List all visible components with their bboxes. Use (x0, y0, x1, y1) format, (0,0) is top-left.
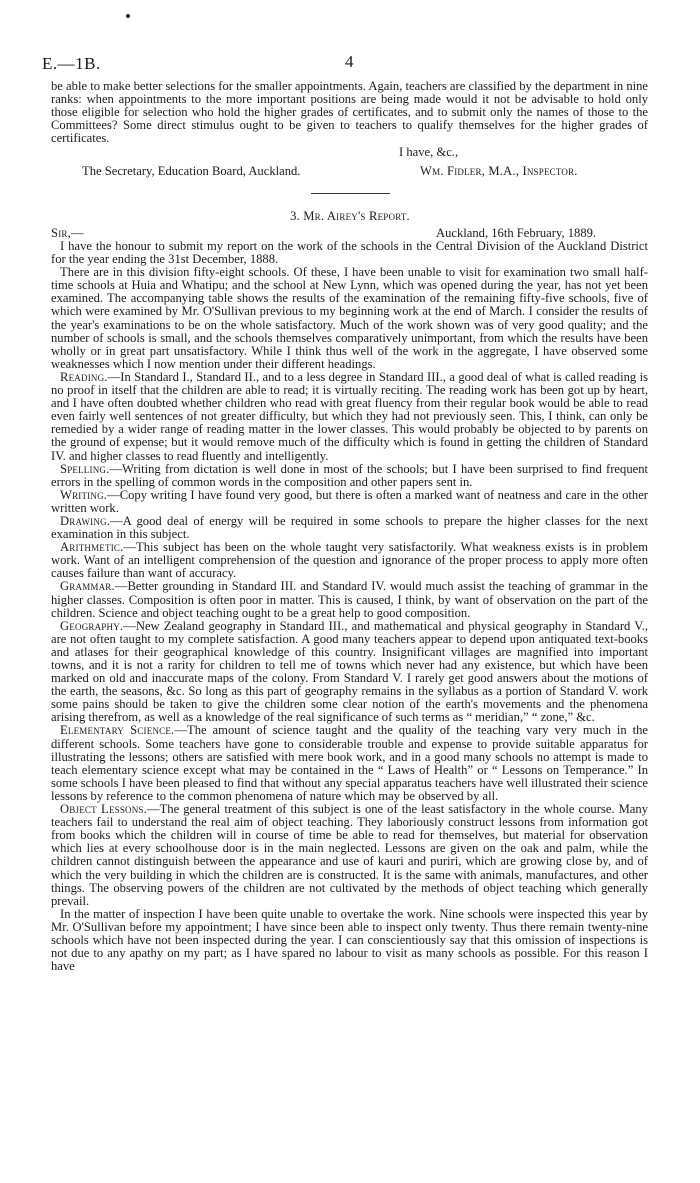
heading-drawing: Drawing. (60, 513, 111, 528)
section-divider (311, 193, 390, 194)
report-paragraph-reading: Reading.—In Standard I., Standard II., and to a less degree in Standard III., a good deal of what is called reading is no proof in itself that the children are able to read; it is virtually reciting. The reading work has been got up by heart, and I have often doubted whether children who read with great fluency from their regular book would be able to read even fairly well sentences of not greater difficulty, but which they had not previously seen. This, I think, can only be remedied by a wider range of reading matter in the lower classes. This would probably be objected to by parents on the ground of expense; but it would remove much of the difficulty which is found in getting the children of Standard IV. and higher classes to read fluently and intelligently. (51, 369, 648, 463)
page-number: 4 (345, 52, 354, 71)
report-paragraph-grammar: Grammar.—Better grounding in Standard III. and Standard IV. would much assist the teaching of grammar in the higher classes. Composition is often poor in matter. This is caused, I think, by want of observation on the part of the children. Science and object teaching ought to be a great help to good composition. (51, 579, 648, 620)
heading-spelling: Spelling. (60, 461, 110, 476)
report-paragraph-arithmetic: Arithmetic.—This subject has been on the whole taught very satisfactorily. What weakness exists is in problem work. Want of an intelligent comprehension of the question and ignorance of the proper process to apply more often causes failure than want of accuracy. (51, 540, 648, 581)
heading-arithmetic: Arithmetic. (60, 540, 124, 555)
heading-writing: Writing. (60, 487, 108, 502)
heading-geography: Geography. (60, 618, 124, 633)
report-salutation: Sir,— (51, 226, 84, 240)
opening-paragraph (51, 80, 648, 145)
report-paragraph-drawing: Drawing.—A good deal of energy will be required in some schools to prepare the higher classes for the next examination in this subject. (51, 513, 648, 542)
printer-dot (126, 14, 130, 18)
report-title: 3. Mr. Airey's Report. (290, 209, 410, 223)
heading-grammar: Grammar. (60, 579, 115, 594)
report-paragraph-intro: I have the honour to submit my report on the work of the schools in the Central Division of the Auckland District for the year ending the 31st December, 1888. (51, 239, 648, 267)
heading-object-lessons: Object Lessons. (60, 802, 148, 817)
report-paragraph-object-lessons: Object Lessons.—The general treatment of this subject is one of the least satisfactory in the whole course. Many teachers fail to understand the real aim of object teaching. They laboriously construct lessons from information got from books which the children will in course of time be able to read for themselves, but material for observation which lies at every schoolhouse door is in the main neglected. Lessons are given on the oak and palm, while the children cannot distinguish between the appearance and use of kauri and puriri, which are growing close by, and of which the very building in which the children are is constructed. It is the same with animals, manufactures, and other things. The observing powers of the children are not cultivated by the methods of object teaching which generally prevail. (51, 802, 648, 908)
closing-recipient: The Secretary, Education Board, Auckland. (82, 164, 301, 178)
document-reference: E.—1B. (42, 54, 101, 73)
report-paragraph-spelling: Spelling.—Writing from dictation is well done in most of the schools; but I have been surprised to find frequent errors in the spelling of common words in the composition and other papers sent in. (51, 461, 648, 489)
report-body (51, 240, 648, 973)
closing-signature: Wm. Fidler, M.A., Inspector. (420, 164, 578, 178)
opening-paragraph-text: be able to make better selections for the smaller appointments. Again, teachers are classified by the department in nine ranks: when appointments to the more important positions are being made would it not be advisable to hold only those eligible for selection who hold the higher grades of certificates, and to submit only the names of those to the Committees? Some direct stimulus ought to be given to teachers to qualify themselves for the higher grades of certificates. (51, 79, 648, 146)
heading-reading: Reading. (60, 369, 108, 384)
report-paragraph-schools: There are in this division fifty-eight schools. Of these, I have been unable to visit for examination two small half-time schools at Huia and Whatipu; and the school at New Lynn, which was opened during the year, has not yet been examined. The accompanying table shows the results of the examination of the remaining fifty-five schools, five of which were examined by Mr. O'Sullivan previous to my beginning work at the end of March. I consider the results of the year's examinations to be on the whole satisfactory. Much of the work shown was of very good quality; and the number of schools is small, and the schools themselves comparatively unimportant, from which the results have been wholly or in great part unsatisfactory. While I think thus well of the work in the aggregate, I have observed some weaknesses which I now mention under their different headings. (51, 265, 648, 371)
report-date: Auckland, 16th February, 1889. (436, 226, 597, 240)
closing-have: I have, &c., (399, 145, 459, 159)
report-paragraph-geography: Geography.—New Zealand geography in Standard III., and mathematical and physical geography in Standard V., are not often taught to my complete satisfaction. A good many teachers appear to depend upon antiquated text-books and atlases for their geographical knowledge of this country. Insignificant villages are magnified into important towns, and it is not a rarity for children to tell me of towns which never had any existence, but which have been marked on old and inaccurate maps of the colony. From Standard V. I rarely get good answers about the motions of the earth, the seasons, &c. So long as this part of geography remains in the syllabus as a portion of Standard V. work some pains should be taken to give the children some clear notion of the earth's movements and the phenomena arising therefrom, as well as a knowledge of the real significance of such terms as “ meridian,” “ zone,” &c. (51, 618, 648, 725)
report-paragraph-writing: Writing.—Copy writing I have found very good, but there is often a marked want of neatness and care in the other written work. (51, 487, 648, 515)
heading-elementary-science: Elementary Science. (60, 723, 175, 738)
report-paragraph-inspection: In the matter of inspection I have been quite unable to overtake the work. Nine schools were inspected this year by Mr. O'Sullivan before my appointment; I have since been able to inspect only twenty. Thus there remain twenty-nine schools which have not been inspected during the year. I can conscientiously say that this omission of inspections is not due to any apathy on my part; as I have spared no labour to visit as many schools as possible. For this reason I have (51, 906, 648, 974)
report-paragraph-science: Elementary Science.—The amount of science taught and the quality of the teaching vary very much in the different schools. Some teachers have gone to considerable trouble and expense to provide suitable apparatus for illustrating the lessons; others are satisfied with mere book work, and in a good many schools no attempt is made to teach elementary science except what may be contained in the “ Laws of Health” or “ Lessons on Temperance.” In some schools I have been pleased to find that without any special apparatus teachers have well illustrated their science lessons by reference to the common phenomena of nature which may be observed by all. (51, 723, 648, 803)
